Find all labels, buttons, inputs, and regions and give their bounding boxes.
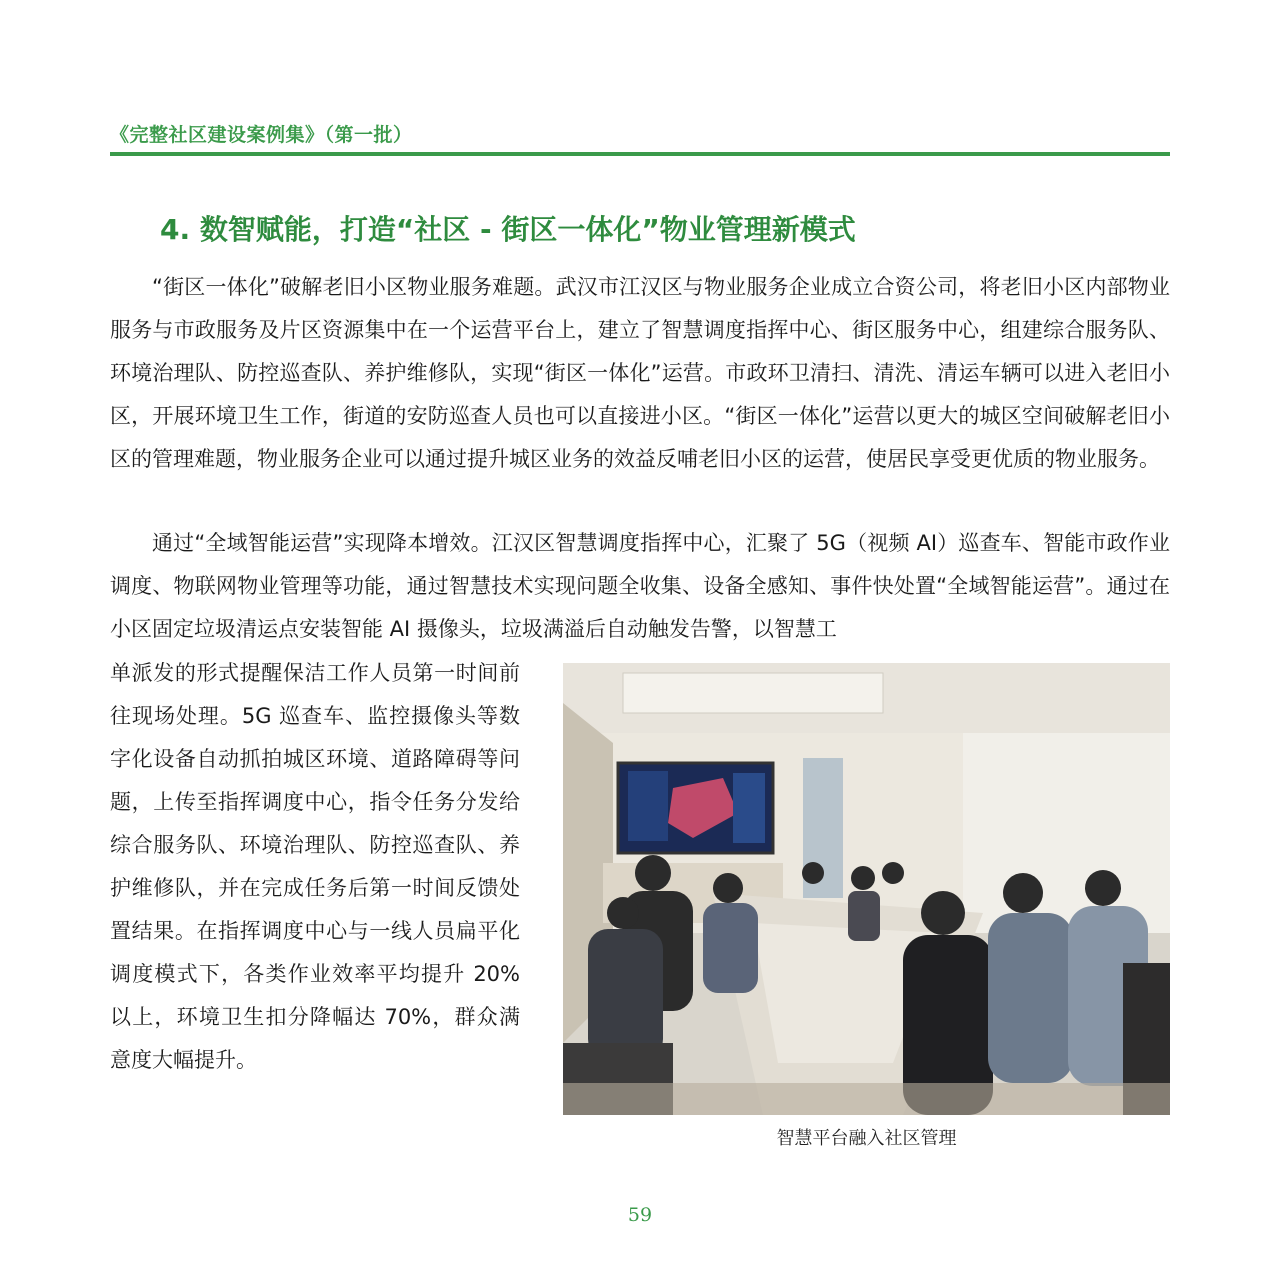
paragraph-2-wrapped: 单派发的形式提醒保洁工作人员第一时间前往现场处理。5G 巡查车、监控摄像头等数字化设备自动抓拍城区环境、道路障碍等问题，上传至指挥调度中心，指令任务分发给综合服务队、环境治理队、防控巡查队、养护维修队，并在完成任务后第一时间反馈处置结果。在指挥调度中心与一线人员扁平化调度模式下，各类作业效率平均提升 20% 以上，环境卫生扣分降幅达 70%，群众满意度大幅提升。 [110,661,520,1072]
section-title: 4. 数智赋能，打造“社区 - 街区一体化”物业管理新模式 [160,213,856,246]
paragraph-1 [110,266,1170,481]
header-rule [110,152,1170,156]
paragraph-2-lead: 通过“全域智能运营”实现降本增效。江汉区智慧调度指挥中心，汇聚了 5G（视频 AI）巡查车、智能市政作业调度、物联网物业管理等功能，通过智慧技术实现问题全收集、设备全感知、事件快处置“全域智能运营”。通过在小区固定垃圾清运点安装智能 AI 摄像头，垃圾满溢后自动触发告警，以智慧工 [110,531,1170,641]
figure-caption: 智慧平台融入社区管理 [776,1128,957,1149]
paragraph-2 [110,522,1170,651]
meeting-room-photo [563,663,1170,1115]
photo-illustration [563,663,1170,1115]
paragraph-1-text: “街区一体化”破解老旧小区物业服务难题。武汉市江汉区与物业服务企业成立合资公司，将老旧小区内部物业服务与市政服务及片区资源集中在一个运营平台上，建立了智慧调度指挥中心、街区服务中心，组建综合服务队、环境治理队、防控巡查队、养护维修队，实现“街区一体化”运营。市政环卫清扫、清洗、清运车辆可以进入老旧小区，开展环境卫生工作，街道的安防巡查人员也可以直接进小区。“街区一体化”运营以更大的城区空间破解老旧小区的管理难题，物业服务企业可以通过提升城区业务的效益反哺老旧小区的运营，使居民享受更优质的物业服务。 [110,275,1170,471]
running-header: 《完整社区建设案例集》（第一批） [110,124,413,146]
page-number: 59 [627,1204,653,1226]
